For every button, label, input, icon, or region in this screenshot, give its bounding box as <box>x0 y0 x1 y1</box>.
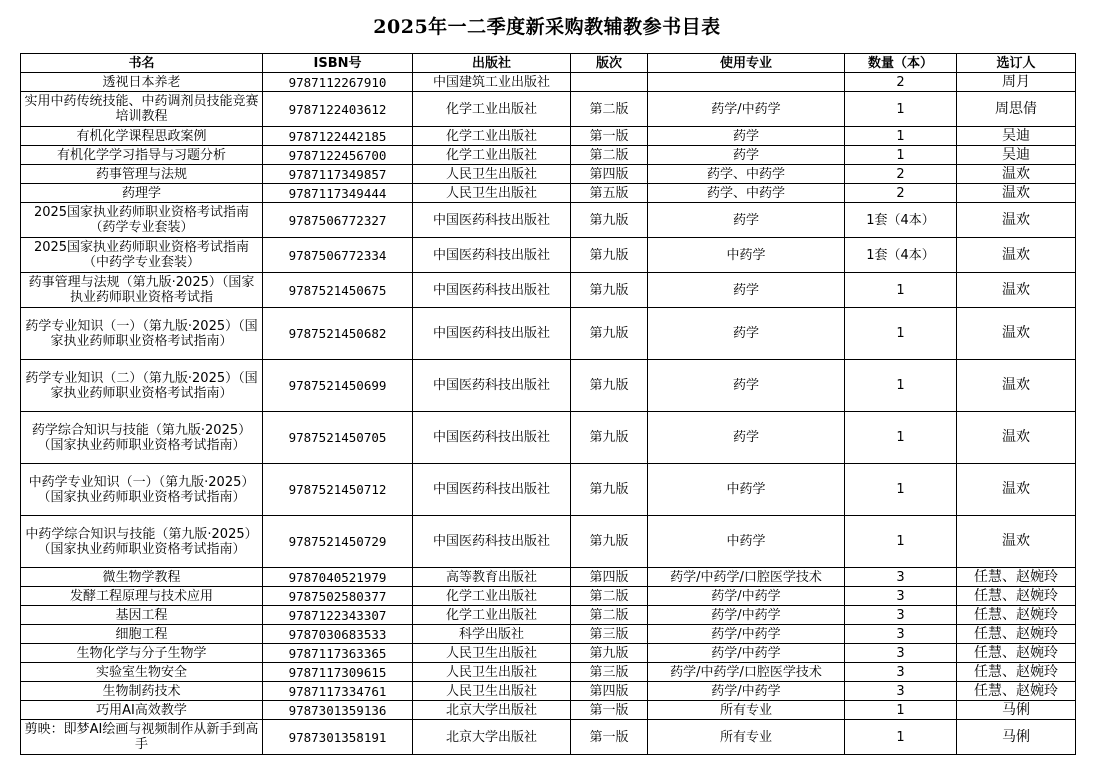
cell-person: 任慧、赵婉玲 <box>957 663 1076 682</box>
table-row <box>21 625 1076 644</box>
table-row <box>21 127 1076 146</box>
cell-person: 任慧、赵婉玲 <box>957 606 1076 625</box>
cell-name: 有机化学学习指导与习题分析 <box>21 146 263 165</box>
cell-publisher: 中国医药科技出版社 <box>413 516 571 568</box>
cell-name: 有机化学课程思政案例 <box>21 127 263 146</box>
cell-qty: 3 <box>845 644 957 663</box>
cell-publisher: 北京大学出版社 <box>413 701 571 720</box>
cell-major: 药学/中药学/口腔医学技术 <box>648 568 845 587</box>
cell-edition: 第四版 <box>571 568 648 587</box>
col-header-name: 书名 <box>21 54 263 73</box>
cell-name: 药理学 <box>21 184 263 203</box>
cell-isbn: 9787301358191 <box>263 720 413 755</box>
cell-qty: 1 <box>845 516 957 568</box>
cell-edition: 第五版 <box>571 184 648 203</box>
cell-isbn: 9787122343307 <box>263 606 413 625</box>
cell-name: 药事管理与法规（第九版·2025）（国家执业药师职业资格考试指 <box>21 273 263 308</box>
col-header-isbn: ISBN号 <box>263 54 413 73</box>
cell-qty: 1套（4本） <box>845 238 957 273</box>
cell-qty: 1 <box>845 308 957 360</box>
cell-name: 2025国家执业药师职业资格考试指南（药学专业套装） <box>21 203 263 238</box>
cell-name: 药学专业知识（二）（第九版·2025）（国家执业药师职业资格考试指南） <box>21 360 263 412</box>
table-row <box>21 238 1076 273</box>
cell-major: 药学、中药学 <box>648 184 845 203</box>
cell-publisher: 中国医药科技出版社 <box>413 203 571 238</box>
cell-major: 药学/中药学/口腔医学技术 <box>648 663 845 682</box>
cell-edition: 第九版 <box>571 273 648 308</box>
table-row <box>21 308 1076 360</box>
cell-publisher: 中国建筑工业出版社 <box>413 73 571 92</box>
header-row <box>21 54 1076 73</box>
table-row <box>21 73 1076 92</box>
page-title: 2025年一二季度新采购教辅教参书目表 <box>373 16 721 38</box>
cell-name: 细胞工程 <box>21 625 263 644</box>
cell-person: 吴迪 <box>957 127 1076 146</box>
cell-isbn: 9787521450729 <box>263 516 413 568</box>
cell-major: 药学 <box>648 412 845 464</box>
cell-person: 温欢 <box>957 360 1076 412</box>
cell-name: 药事管理与法规 <box>21 165 263 184</box>
cell-person: 任慧、赵婉玲 <box>957 568 1076 587</box>
cell-qty: 3 <box>845 663 957 682</box>
cell-publisher: 高等教育出版社 <box>413 568 571 587</box>
cell-edition: 第九版 <box>571 516 648 568</box>
cell-publisher: 中国医药科技出版社 <box>413 308 571 360</box>
cell-isbn: 9787521450699 <box>263 360 413 412</box>
cell-person: 马俐 <box>957 720 1076 755</box>
table-row <box>21 644 1076 663</box>
cell-isbn: 9787117349857 <box>263 165 413 184</box>
cell-isbn: 9787506772327 <box>263 203 413 238</box>
cell-name: 发酵工程原理与技术应用 <box>21 587 263 606</box>
cell-edition: 第九版 <box>571 238 648 273</box>
cell-qty: 2 <box>845 184 957 203</box>
cell-person: 任慧、赵婉玲 <box>957 625 1076 644</box>
cell-edition: 第二版 <box>571 92 648 127</box>
cell-publisher: 中国医药科技出版社 <box>413 412 571 464</box>
col-header-major: 使用专业 <box>648 54 845 73</box>
table-row <box>21 720 1076 755</box>
table-row <box>21 516 1076 568</box>
cell-major: 药学、中药学 <box>648 165 845 184</box>
cell-name: 中药学综合知识与技能（第九版·2025）（国家执业药师职业资格考试指南） <box>21 516 263 568</box>
cell-edition: 第三版 <box>571 625 648 644</box>
cell-edition: 第九版 <box>571 203 648 238</box>
cell-major: 药学 <box>648 273 845 308</box>
cell-qty: 3 <box>845 587 957 606</box>
cell-edition: 第九版 <box>571 308 648 360</box>
cell-isbn: 9787122442185 <box>263 127 413 146</box>
cell-edition: 第二版 <box>571 606 648 625</box>
cell-isbn: 9787122456700 <box>263 146 413 165</box>
cell-publisher: 化学工业出版社 <box>413 587 571 606</box>
cell-major <box>648 73 845 92</box>
cell-person: 温欢 <box>957 308 1076 360</box>
table-row <box>21 568 1076 587</box>
cell-person: 吴迪 <box>957 146 1076 165</box>
cell-qty: 1 <box>845 701 957 720</box>
cell-name: 剪映：即梦AI绘画与视频制作从新手到高手 <box>21 720 263 755</box>
col-header-person: 选订人 <box>957 54 1076 73</box>
cell-name: 生物化学与分子生物学 <box>21 644 263 663</box>
cell-publisher: 北京大学出版社 <box>413 720 571 755</box>
table-row <box>21 203 1076 238</box>
cell-publisher: 人民卫生出版社 <box>413 644 571 663</box>
cell-name: 实验室生物安全 <box>21 663 263 682</box>
cell-person: 马俐 <box>957 701 1076 720</box>
cell-person: 温欢 <box>957 464 1076 516</box>
cell-edition: 第一版 <box>571 127 648 146</box>
cell-edition: 第三版 <box>571 663 648 682</box>
cell-person: 周月 <box>957 73 1076 92</box>
table-row <box>21 184 1076 203</box>
cell-major: 药学 <box>648 146 845 165</box>
col-header-edition: 版次 <box>571 54 648 73</box>
cell-qty: 1 <box>845 127 957 146</box>
cell-edition <box>571 73 648 92</box>
cell-isbn: 9787502580377 <box>263 587 413 606</box>
cell-major: 中药学 <box>648 464 845 516</box>
cell-person: 温欢 <box>957 238 1076 273</box>
cell-isbn: 9787301359136 <box>263 701 413 720</box>
cell-name: 实用中药传统技能、中药调剂员技能竞赛培训教程 <box>21 92 263 127</box>
table-row <box>21 682 1076 701</box>
cell-edition: 第二版 <box>571 587 648 606</box>
cell-major: 药学/中药学 <box>648 606 845 625</box>
cell-isbn: 9787040521979 <box>263 568 413 587</box>
cell-person: 周思倩 <box>957 92 1076 127</box>
cell-person: 温欢 <box>957 165 1076 184</box>
cell-publisher: 科学出版社 <box>413 625 571 644</box>
cell-isbn: 9787117334761 <box>263 682 413 701</box>
cell-qty: 1 <box>845 146 957 165</box>
table-row <box>21 273 1076 308</box>
col-header-qty: 数量（本） <box>845 54 957 73</box>
cell-major: 中药学 <box>648 238 845 273</box>
cell-name: 基因工程 <box>21 606 263 625</box>
cell-isbn: 9787122403612 <box>263 92 413 127</box>
cell-name: 2025国家执业药师职业资格考试指南（中药学专业套装） <box>21 238 263 273</box>
cell-isbn: 9787112267910 <box>263 73 413 92</box>
table-row <box>21 701 1076 720</box>
cell-isbn: 9787521450712 <box>263 464 413 516</box>
cell-person: 温欢 <box>957 184 1076 203</box>
cell-major: 药学 <box>648 127 845 146</box>
col-header-publisher: 出版社 <box>413 54 571 73</box>
table-row <box>21 165 1076 184</box>
book-table <box>20 53 1076 755</box>
cell-qty: 3 <box>845 568 957 587</box>
cell-edition: 第四版 <box>571 682 648 701</box>
cell-publisher: 化学工业出版社 <box>413 127 571 146</box>
cell-person: 任慧、赵婉玲 <box>957 644 1076 663</box>
table-row <box>21 92 1076 127</box>
cell-publisher: 中国医药科技出版社 <box>413 360 571 412</box>
cell-publisher: 中国医药科技出版社 <box>413 238 571 273</box>
cell-major: 药学 <box>648 203 845 238</box>
cell-edition: 第二版 <box>571 146 648 165</box>
cell-publisher: 人民卫生出版社 <box>413 682 571 701</box>
cell-isbn: 9787521450675 <box>263 273 413 308</box>
cell-person: 任慧、赵婉玲 <box>957 587 1076 606</box>
cell-qty: 2 <box>845 165 957 184</box>
cell-name: 药学综合知识与技能（第九版·2025）（国家执业药师职业资格考试指南） <box>21 412 263 464</box>
table-row <box>21 146 1076 165</box>
cell-major: 药学/中药学 <box>648 644 845 663</box>
cell-edition: 第四版 <box>571 165 648 184</box>
table-row <box>21 360 1076 412</box>
cell-person: 温欢 <box>957 273 1076 308</box>
cell-qty: 3 <box>845 606 957 625</box>
cell-publisher: 人民卫生出版社 <box>413 165 571 184</box>
cell-publisher: 中国医药科技出版社 <box>413 464 571 516</box>
cell-qty: 3 <box>845 625 957 644</box>
cell-qty: 1 <box>845 720 957 755</box>
table-row <box>21 606 1076 625</box>
cell-publisher: 化学工业出版社 <box>413 146 571 165</box>
cell-publisher: 化学工业出版社 <box>413 606 571 625</box>
cell-major: 所有专业 <box>648 720 845 755</box>
cell-isbn: 9787030683533 <box>263 625 413 644</box>
cell-isbn: 9787117349444 <box>263 184 413 203</box>
cell-name: 巧用AI高效教学 <box>21 701 263 720</box>
cell-major: 药学/中药学 <box>648 587 845 606</box>
cell-publisher: 化学工业出版社 <box>413 92 571 127</box>
cell-name: 药学专业知识（一）（第九版·2025）（国家执业药师职业资格考试指南） <box>21 308 263 360</box>
cell-qty: 1 <box>845 360 957 412</box>
cell-edition: 第一版 <box>571 701 648 720</box>
cell-qty: 1 <box>845 464 957 516</box>
table-body <box>21 73 1076 755</box>
cell-publisher: 人民卫生出版社 <box>413 184 571 203</box>
cell-major: 药学 <box>648 308 845 360</box>
table-row <box>21 663 1076 682</box>
cell-qty: 1 <box>845 412 957 464</box>
cell-qty: 1 <box>845 273 957 308</box>
cell-major: 药学/中药学 <box>648 92 845 127</box>
cell-edition: 第九版 <box>571 464 648 516</box>
cell-edition: 第九版 <box>571 644 648 663</box>
cell-major: 药学 <box>648 360 845 412</box>
cell-qty: 2 <box>845 73 957 92</box>
cell-name: 中药学专业知识（一）（第九版·2025）（国家执业药师职业资格考试指南） <box>21 464 263 516</box>
cell-qty: 3 <box>845 682 957 701</box>
cell-isbn: 9787117309615 <box>263 663 413 682</box>
cell-isbn: 9787521450705 <box>263 412 413 464</box>
cell-edition: 第一版 <box>571 720 648 755</box>
table-row <box>21 464 1076 516</box>
cell-edition: 第九版 <box>571 412 648 464</box>
cell-major: 药学/中药学 <box>648 625 845 644</box>
cell-publisher: 中国医药科技出版社 <box>413 273 571 308</box>
cell-name: 微生物学教程 <box>21 568 263 587</box>
cell-major: 药学/中药学 <box>648 682 845 701</box>
cell-person: 任慧、赵婉玲 <box>957 682 1076 701</box>
table-row <box>21 587 1076 606</box>
cell-major: 所有专业 <box>648 701 845 720</box>
cell-isbn: 9787521450682 <box>263 308 413 360</box>
cell-person: 温欢 <box>957 412 1076 464</box>
cell-name: 生物制药技术 <box>21 682 263 701</box>
cell-major: 中药学 <box>648 516 845 568</box>
cell-name: 透视日本养老 <box>21 73 263 92</box>
cell-edition: 第九版 <box>571 360 648 412</box>
cell-person: 温欢 <box>957 203 1076 238</box>
cell-qty: 1套（4本） <box>845 203 957 238</box>
cell-person: 温欢 <box>957 516 1076 568</box>
cell-isbn: 9787117363365 <box>263 644 413 663</box>
table-row <box>21 412 1076 464</box>
cell-qty: 1 <box>845 92 957 127</box>
cell-publisher: 人民卫生出版社 <box>413 663 571 682</box>
cell-isbn: 9787506772334 <box>263 238 413 273</box>
